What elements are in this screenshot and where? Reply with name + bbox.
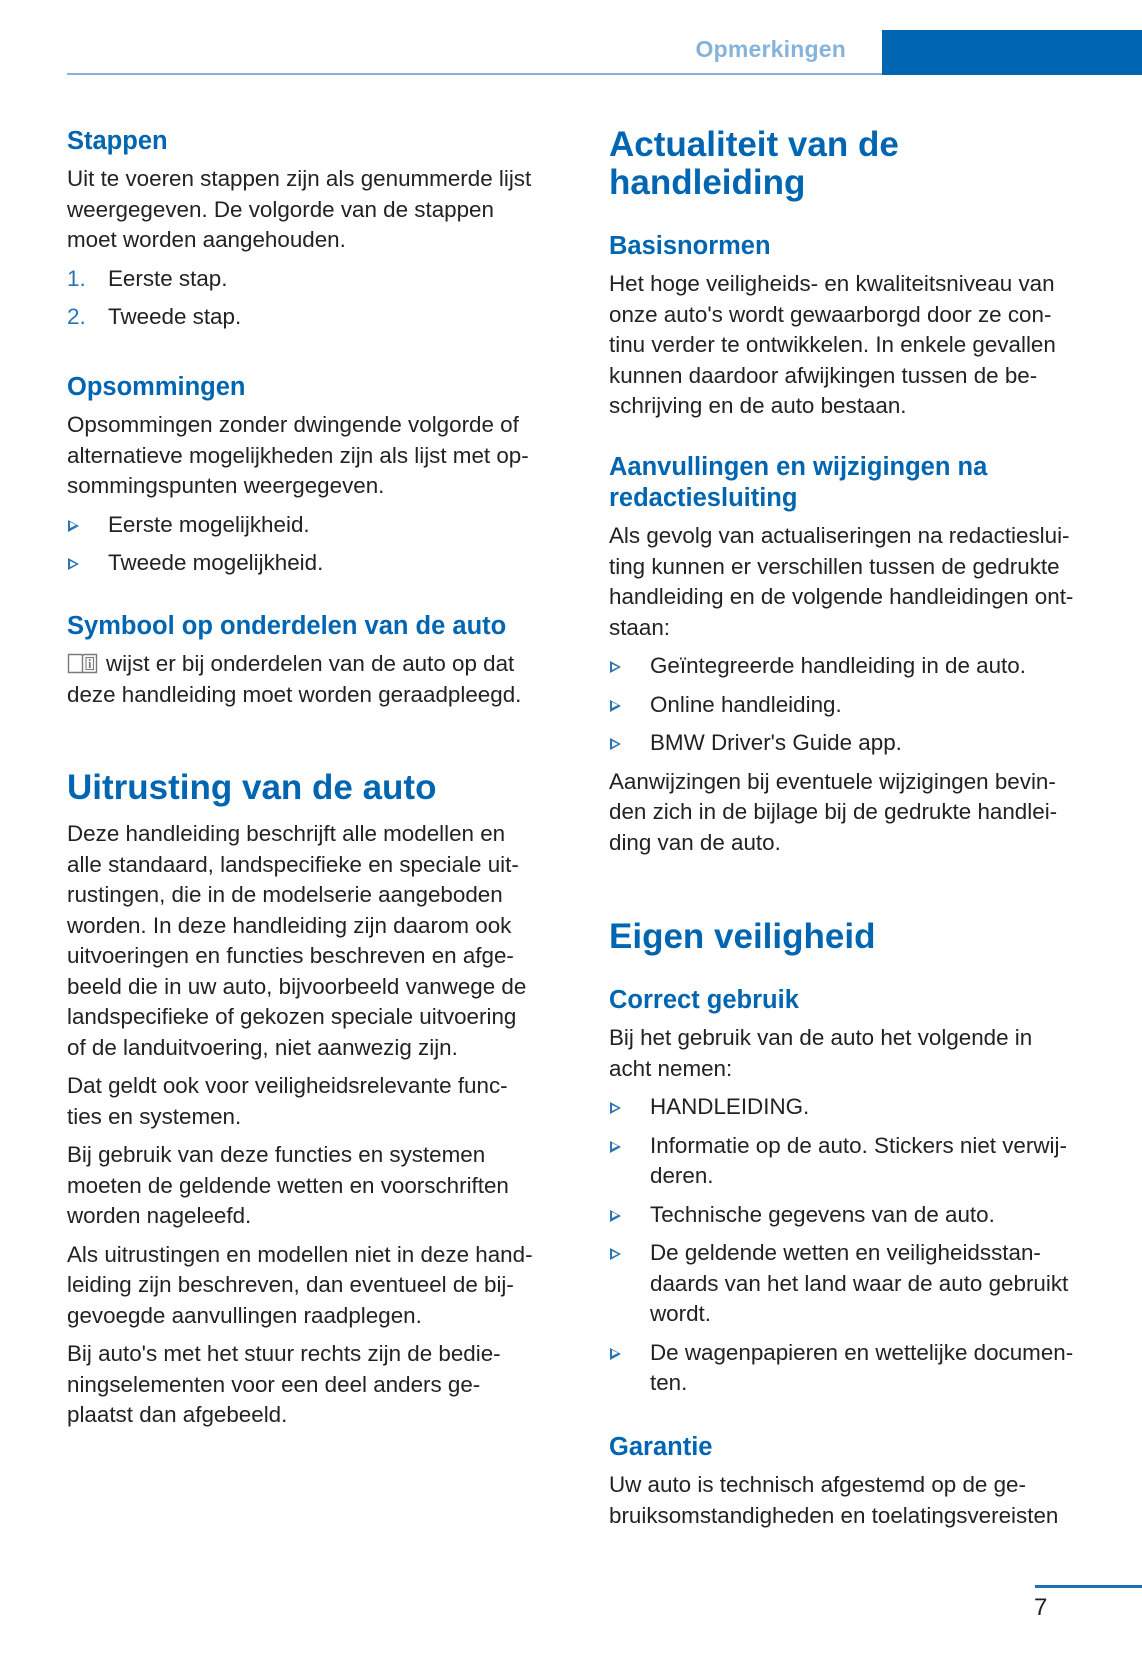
- left-column: [67, 0, 567, 1654]
- uitrusting-section: [67, 769, 567, 1431]
- bullet-list: [609, 651, 1119, 759]
- step-number: 2.: [67, 304, 86, 329]
- body-line: onze auto's wordt gewaarborgd door ze con-: [609, 301, 1052, 327]
- body-line: plaatst dan afgebeeld.: [67, 1402, 288, 1427]
- list-item: [609, 1092, 1119, 1123]
- bullet-text: wordt.: [650, 1301, 711, 1326]
- list-item: [609, 1338, 1119, 1399]
- body-line: Als gevolg van actualiseringen na redactieslui-: [609, 523, 1070, 548]
- bullet-text: Technische gegevens van de auto.: [650, 1201, 995, 1227]
- body-line: kunnen daardoor afwijkingen tussen de be-: [609, 362, 1038, 388]
- list-item: [609, 1200, 1119, 1231]
- bullet-text: Tweede mogelijkheid.: [108, 550, 324, 575]
- heading-garantie: Garantie: [609, 1433, 713, 1461]
- body-line: Het hoge veiligheids- en kwaliteitsniveau van: [609, 271, 1055, 296]
- body-line: den zich in de bijlage bij de gedrukte handlei-: [609, 799, 1058, 824]
- triangle-bullet-icon: [68, 520, 79, 532]
- bullet-text: BMW Driver's Guide app.: [650, 730, 902, 755]
- body-line: Bij het gebruik van de auto het volgende in: [609, 1025, 1033, 1050]
- section-title: Opmerkingen: [695, 36, 846, 62]
- actualiteit-section: [609, 126, 1119, 202]
- correct-gebruik-section: [609, 985, 1119, 1399]
- footer-rule: [1035, 1585, 1142, 1588]
- bullet-text: De wagenpapieren en wettelijke documen-: [650, 1339, 1074, 1365]
- body-line: worden. In deze handleiding zijn daarom ook: [67, 912, 512, 938]
- list-item: [67, 510, 567, 541]
- book-info-icon: [67, 652, 98, 674]
- list-item: [609, 1131, 1119, 1192]
- numbered-list: [67, 264, 567, 333]
- heading-actualiteit-line2: handleiding: [609, 163, 806, 202]
- bullet-text: ten.: [650, 1370, 688, 1395]
- body-line: ding van de auto.: [609, 829, 781, 855]
- paragraph: [67, 1240, 567, 1332]
- heading-eigen-veiligheid: Eigen veiligheid: [609, 917, 876, 956]
- list-item: [609, 728, 1119, 759]
- bullet-text: deren.: [650, 1163, 714, 1188]
- list-item: [67, 302, 567, 333]
- bullet-text: Informatie op de auto. Stickers niet verwij-: [650, 1132, 1067, 1158]
- bullet-text: Geïntegreerde handleiding in de auto.: [650, 653, 1026, 678]
- list-item: [67, 548, 567, 579]
- body-line: [67, 649, 567, 680]
- body-line: tinu verder te ontwikkelen. In enkele gevallen: [609, 332, 1056, 357]
- list-item: [67, 264, 567, 295]
- paragraph: [67, 1140, 567, 1232]
- list-item: [609, 651, 1119, 682]
- body-line: handleiding en de volgende handleidingen ont-: [609, 584, 1074, 609]
- heading-aanvullingen-line2: redactiesluiting: [609, 484, 798, 512]
- body-line: gevoegde aanvullingen raadplegen.: [67, 1302, 422, 1328]
- heading-aanvullingen: Aanvullingen en wijzigingen na: [609, 453, 988, 481]
- right-column: [609, 0, 1119, 1654]
- bullet-text: Online handleiding.: [650, 691, 842, 717]
- paragraph: [67, 1339, 567, 1431]
- bullet-list: [609, 1092, 1119, 1399]
- body-line: worden nageleefd.: [67, 1203, 252, 1228]
- triangle-bullet-icon: [610, 1248, 621, 1260]
- aanvullingen-section: [609, 452, 1119, 858]
- body-line: alle standaard, landspecifieke en speciale uit-: [67, 851, 519, 877]
- list-item: [609, 1238, 1119, 1330]
- body-line: weergegeven. De volgorde van de stappen: [67, 196, 494, 222]
- body-line: landspecifieke of gekozen speciale uitvoering: [67, 1004, 517, 1029]
- body-line: Dat geldt ook voor veiligheidsrelevante func-: [67, 1073, 508, 1098]
- bullet-list: [67, 510, 567, 579]
- body-line: staan:: [609, 614, 670, 640]
- paragraph: [67, 1071, 567, 1132]
- basisnormen-section: [609, 231, 1119, 422]
- body-line: Bij gebruik van deze functies en systemen: [67, 1142, 486, 1167]
- triangle-bullet-icon: [610, 1210, 621, 1222]
- body-line: Als uitrustingen en modellen niet in deze hand-: [67, 1241, 533, 1267]
- heading-stappen: Stappen: [67, 127, 168, 155]
- paragraph: [67, 819, 567, 1063]
- opsommingen-section: [67, 372, 567, 579]
- stappen-section: [67, 126, 567, 333]
- step-text: Tweede stap.: [108, 304, 242, 329]
- body-line: ting kunnen er verschillen tussen de gedrukte: [609, 553, 1060, 579]
- triangle-bullet-icon: [610, 1348, 621, 1360]
- body-line: ties en systemen.: [67, 1103, 242, 1129]
- heading-opsommingen: Opsommingen: [67, 373, 246, 401]
- heading-basisnormen: Basisnormen: [609, 232, 771, 260]
- bullet-text: daards van het land waar de auto gebruikt: [650, 1270, 1069, 1296]
- body-line: moet worden aangehouden.: [67, 227, 346, 252]
- heading-symbool: Symbool op onderdelen van de auto: [67, 612, 507, 640]
- triangle-bullet-icon: [610, 1102, 621, 1114]
- triangle-bullet-icon: [68, 558, 79, 570]
- body-line: Bij auto's met het stuur rechts zijn de bedie-: [67, 1341, 501, 1366]
- body-line: Uit te voeren stappen zijn als genummerde lijst: [67, 166, 532, 191]
- body-line: Deze handleiding beschrijft alle modellen en: [67, 821, 506, 846]
- bullet-text: Eerste mogelijkheid.: [108, 511, 310, 537]
- body-line: leiding zijn beschreven, dan eventueel de bij-: [67, 1272, 514, 1297]
- body-line: bruiksomstandigheden en toelatingsvereisten: [609, 1502, 1059, 1528]
- body-line: uitvoeringen en functies beschreven en afge-: [67, 943, 514, 968]
- eigen-veiligheid-section: [609, 918, 1119, 956]
- body-line: of de landuitvoering, niet aanwezig zijn.: [67, 1034, 458, 1060]
- triangle-bullet-icon: [610, 738, 621, 750]
- body-line: Uw auto is technisch afgestemd op de ge-: [609, 1472, 1026, 1497]
- list-item: [609, 690, 1119, 721]
- body-line: Aanwijzingen bij eventuele wijzigingen bevin-: [609, 768, 1056, 794]
- body-line: alternatieve mogelijkheden zijn als lijst met op-: [67, 442, 529, 468]
- body-line: moeten de geldende wetten en voorschriften: [67, 1172, 509, 1198]
- symbool-section: [67, 611, 567, 710]
- triangle-bullet-icon: [610, 700, 621, 712]
- triangle-bullet-icon: [610, 661, 621, 673]
- body-line: acht nemen:: [609, 1055, 733, 1081]
- page-number: 7: [1034, 1594, 1048, 1621]
- body-line: deze handleiding moet worden geraadpleegd.: [67, 681, 522, 707]
- heading-uitrusting: Uitrusting van de auto: [67, 768, 437, 807]
- body-line: beeld die in uw auto, bijvoorbeeld vanwege de: [67, 973, 527, 999]
- body-line: rustingen, die in de modelserie aangeboden: [67, 882, 503, 907]
- step-number: 1.: [67, 265, 86, 291]
- bullet-text: HANDLEIDING.: [650, 1094, 810, 1119]
- body-text: wijst er bij onderdelen van de auto op dat: [106, 651, 515, 676]
- body-line: Opsommingen zonder dwingende volgorde of: [67, 412, 519, 437]
- step-text: Eerste stap.: [108, 265, 228, 291]
- body-line: sommingspunten weergegeven.: [67, 473, 385, 498]
- body-line: ningselementen voor een deel anders ge-: [67, 1371, 481, 1397]
- heading-correct-gebruik: Correct gebruik: [609, 986, 799, 1014]
- body-line: schrijving en de auto bestaan.: [609, 393, 907, 418]
- triangle-bullet-icon: [610, 1141, 621, 1153]
- bullet-text: De geldende wetten en veiligheidsstan-: [650, 1240, 1041, 1265]
- garantie-section: [609, 1432, 1119, 1531]
- heading-actualiteit: Actualiteit van de: [609, 125, 899, 164]
